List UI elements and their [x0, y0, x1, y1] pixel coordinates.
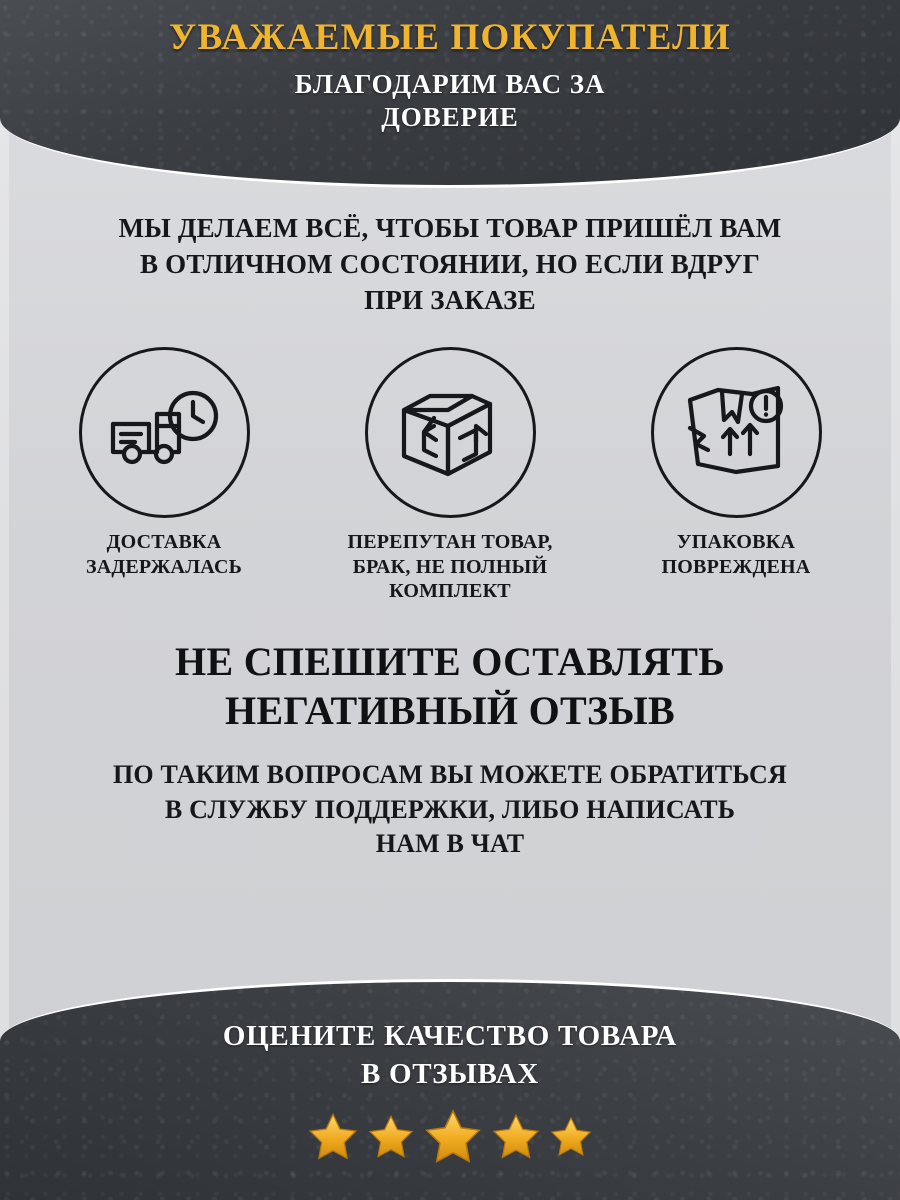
- issue-item-damaged-package: [611, 347, 861, 580]
- support-line-3: НАМ В ЧАТ: [375, 829, 525, 859]
- lead-line-2: В ОТЛИЧНОМ СОСТОЯНИИ, НО ЕСЛИ ВДРУГ: [139, 248, 761, 279]
- star-rating: [0, 1107, 900, 1167]
- star-icon: [548, 1115, 594, 1159]
- issue-caption-line-2: ЗАДЕРЖАЛАСЬ: [85, 555, 243, 578]
- issue-icons-row: [0, 347, 900, 604]
- issue-caption: [347, 530, 552, 604]
- issue-caption-line-1: УПАКОВКА: [676, 530, 796, 553]
- issue-caption-line-1: ДОСТАВКА: [106, 530, 222, 553]
- lead-paragraph: [60, 211, 840, 319]
- support-paragraph: [40, 758, 860, 862]
- box-return-arrow-icon: [390, 380, 510, 484]
- main-content: [0, 185, 900, 990]
- issue-caption: [662, 530, 811, 580]
- support-line-2: В СЛУЖБУ ПОДДЕРЖКИ, ЛИБО НАПИСАТЬ: [164, 794, 736, 824]
- footer-banner: [0, 979, 900, 1200]
- header-subtitle-line1: БЛАГОДАРИМ ВАС ЗА: [294, 68, 606, 99]
- headline-line-1: НЕ СПЕШИТЕ ОСТАВЛЯТЬ: [175, 639, 725, 685]
- header-subtitle: [0, 68, 900, 136]
- headline: [50, 638, 850, 736]
- header-content: [0, 18, 900, 135]
- headline-line-2: НЕГАТИВНЫЙ ОТЗЫВ: [225, 687, 675, 733]
- footer-text-line-1: ОЦЕНИТЕ КАЧЕСТВО ТОВАРА: [222, 1020, 678, 1052]
- issue-caption-line-3: КОМПЛЕКТ: [389, 580, 511, 603]
- star-icon: [422, 1107, 484, 1167]
- header-title: УВАЖАЕМЫЕ ПОКУПАТЕЛИ: [169, 17, 731, 58]
- footer-content: [0, 1018, 900, 1167]
- star-icon: [490, 1112, 542, 1162]
- star-icon: [366, 1113, 416, 1161]
- lead-line-1: МЫ ДЕЛАЕМ ВСЁ, ЧТОБЫ ТОВАР ПРИШЁЛ ВАМ: [118, 213, 782, 243]
- issue-icon-circle: [79, 347, 250, 518]
- damaged-package-icon: [678, 380, 794, 484]
- lead-line-3: ПРИ ЗАКАЗЕ: [364, 284, 536, 315]
- issue-icon-circle: [651, 347, 822, 518]
- issue-item-wrong-item: [325, 347, 575, 604]
- issue-icon-circle: [365, 347, 536, 518]
- issue-caption-line-2: ПОВРЕЖДЕНА: [661, 555, 811, 578]
- issue-item-delivery-delayed: [39, 347, 289, 580]
- header-banner: [0, 0, 900, 188]
- header-subtitle-line2: ДОВЕРИЕ: [381, 102, 519, 133]
- footer-text-line-2: В ОТЗЫВАХ: [361, 1057, 539, 1090]
- support-line-1: ПО ТАКИМ ВОПРОСАМ ВЫ МОЖЕТЕ ОБРАТИТЬСЯ: [112, 759, 788, 789]
- star-icon: [306, 1111, 360, 1163]
- delivery-truck-clock-icon: [105, 382, 223, 482]
- issue-caption-line-2: БРАК, НЕ ПОЛНЫЙ: [352, 555, 548, 578]
- issue-caption: [86, 530, 242, 580]
- issue-caption-line-1: ПЕРЕПУТАН ТОВАР,: [347, 530, 553, 553]
- footer-text: [0, 1018, 900, 1093]
